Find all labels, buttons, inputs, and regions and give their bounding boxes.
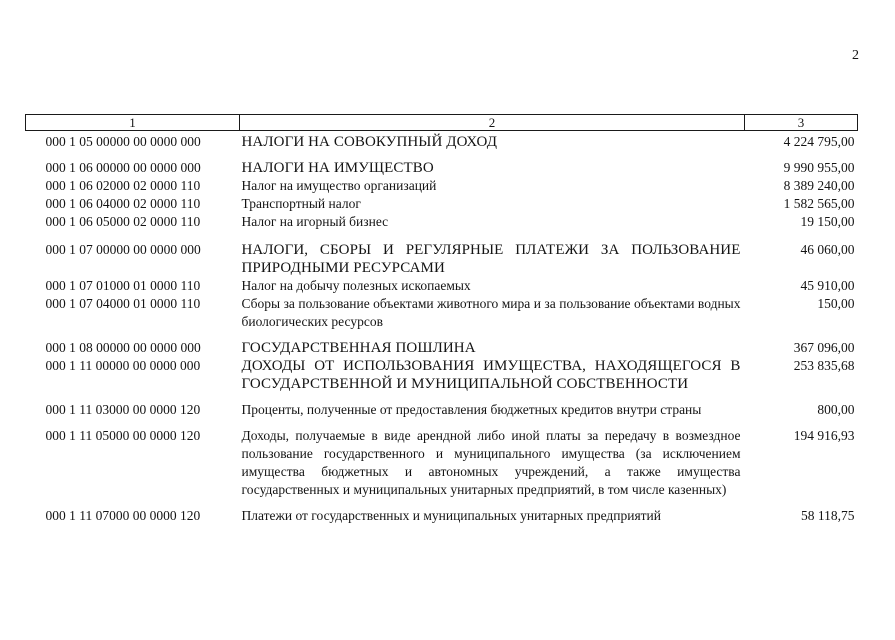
revenue-amount: 45 910,00 (800, 278, 855, 293)
revenue-amount: 19 150,00 (800, 214, 855, 229)
revenue-name: Налог на имущество организаций (241, 178, 437, 193)
page-number: 2 (852, 48, 859, 63)
budget-code: 000 1 08 00000 00 0000 000 (45, 340, 201, 355)
header-cell-amount: 3 (745, 115, 858, 131)
table-header-row (26, 115, 858, 131)
revenue-amount: 46 060,00 (800, 242, 855, 257)
revenue-name: НАЛОГИ, СБОРЫ И РЕГУЛЯРНЫЕ ПЛАТЕЖИ ЗА ПОЛЬЗОВАНИЕ ПРИРОДНЫМИ РЕСУРСАМИ (241, 242, 741, 276)
header-cell-name: 2 (240, 115, 745, 131)
budget-code: 000 1 07 00000 00 0000 000 (45, 242, 201, 257)
revenue-name: Транспортный налог (241, 196, 361, 211)
table-row (26, 277, 858, 295)
budget-code: 000 1 11 03000 00 0000 120 (45, 402, 201, 417)
budget-code: 000 1 06 04000 02 0000 110 (45, 196, 201, 211)
revenue-name: Доходы, получаемые в виде арендной либо иной платы за передачу в возмездное пользование государственного и муниципального имущества (за исключением имущества бюджетных и автономных учреждений, а также имущества государственных и муниципальных унитарных предприятий, в том числе казенных) (241, 428, 741, 497)
budget-code: 000 1 07 04000 01 0000 110 (45, 296, 201, 311)
revenue-name: Налог на добычу полезных ископаемых (241, 278, 471, 293)
header-cell-code: 1 (26, 115, 240, 131)
revenue-amount: 58 118,75 (801, 508, 855, 523)
revenue-amount: 8 389 240,00 (783, 178, 855, 193)
table-row (26, 213, 858, 231)
revenue-name: Налог на игорный бизнес (241, 214, 389, 229)
budget-code: 000 1 05 00000 00 0000 000 (45, 134, 201, 149)
table-row (26, 393, 858, 419)
table-row (26, 231, 858, 277)
budget-code: 000 1 06 02000 02 0000 110 (45, 178, 201, 193)
revenue-table (25, 114, 858, 525)
revenue-amount: 253 835,68 (793, 358, 855, 373)
table-row (26, 419, 858, 499)
revenue-name: Проценты, полученные от предоставления бюджетных кредитов внутри страны (241, 402, 702, 417)
revenue-name: НАЛОГИ НА ИМУЩЕСТВО (241, 160, 434, 176)
revenue-table-container (25, 114, 857, 525)
table-row (26, 177, 858, 195)
budget-code: 000 1 06 00000 00 0000 000 (45, 160, 201, 175)
table-row (26, 131, 858, 152)
revenue-name: ГОСУДАРСТВЕННАЯ ПОШЛИНА (241, 340, 476, 356)
revenue-name: НАЛОГИ НА СОВОКУПНЫЙ ДОХОД (241, 134, 498, 150)
budget-code: 000 1 11 00000 00 0000 000 (45, 358, 201, 373)
budget-code: 000 1 11 05000 00 0000 120 (45, 428, 201, 443)
table-row (26, 195, 858, 213)
revenue-amount: 800,00 (817, 402, 855, 417)
table-row (26, 295, 858, 331)
table-row (26, 357, 858, 393)
revenue-name: Сборы за пользование объектами животного мира и за пользование объектами водных биологических ресурсов (241, 296, 741, 329)
table-row (26, 499, 858, 525)
budget-code: 000 1 07 01000 01 0000 110 (45, 278, 201, 293)
revenue-amount: 194 916,93 (793, 428, 855, 443)
revenue-amount: 1 582 565,00 (783, 196, 855, 211)
revenue-amount: 4 224 795,00 (783, 134, 855, 149)
table-row (26, 331, 858, 357)
revenue-name: ДОХОДЫ ОТ ИСПОЛЬЗОВАНИЯ ИМУЩЕСТВА, НАХОДЯЩЕГОСЯ В ГОСУДАРСТВЕННОЙ И МУНИЦИПАЛЬНОЙ СОБСТВЕННОСТИ (241, 358, 741, 392)
budget-code: 000 1 11 07000 00 0000 120 (45, 508, 201, 523)
revenue-amount: 150,00 (817, 296, 855, 311)
table-row (26, 151, 858, 177)
revenue-name: Платежи от государственных и муниципальных унитарных предприятий (241, 508, 662, 523)
revenue-amount: 9 990 955,00 (783, 160, 855, 175)
budget-code: 000 1 06 05000 02 0000 110 (45, 214, 201, 229)
revenue-amount: 367 096,00 (793, 340, 855, 355)
